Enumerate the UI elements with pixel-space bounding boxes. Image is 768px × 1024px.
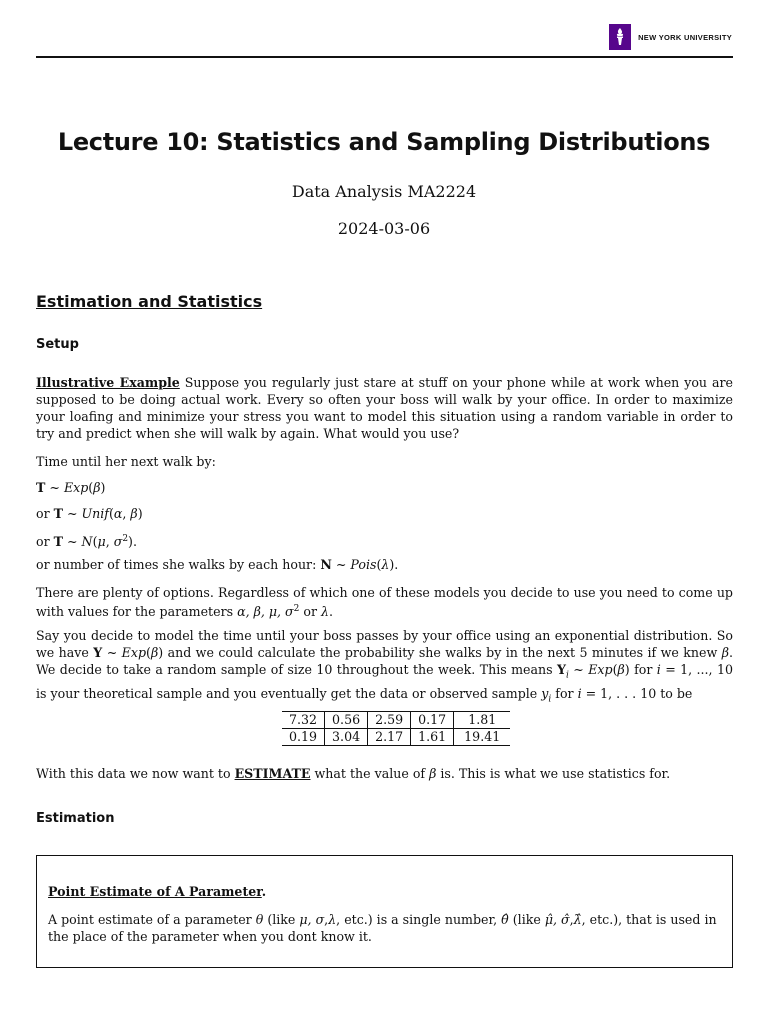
table-row: [282, 729, 510, 746]
course-name: Data Analysis MA2224: [291, 182, 477, 201]
table-cell: 3.04: [325, 729, 368, 746]
time-until-line: Time until her next walk by:: [36, 454, 216, 469]
table-cell: 0.17: [411, 712, 454, 729]
plenty-options-paragraph: There are plenty of options. Regardless of which one of these models you decide to use you need to come up with values for the parameters α, β, μ, $\sigma^2$ or λ.: [36, 585, 733, 620]
definition-box: [36, 855, 733, 968]
table-cell: 2.17: [368, 729, 411, 746]
logo: [609, 24, 732, 50]
table-row: [282, 712, 510, 729]
exponential-model-paragraph: Say you decide to model the time until your boss passes by your office using an exponential distribution. So we have Y ~ Exp(β) and we could calculate the probability she walks by in the next 5 minutes if we knew β. We decide to take a random sample of size 10 throughout the week. This means $Y_i$ ~ Exp(β) for i = 1, ..., 10 is your theoretical sample and you eventually get the data or observed sample $y_i$ for i = 1, . . . 10 to be: [36, 628, 733, 705]
model-normal: or T ~ N(μ, $\sigma^2$).: [36, 534, 137, 550]
model-uniform: or T ~ Unif(α, β): [36, 506, 143, 521]
page-title: Lecture 10: Statistics and Sampling Distributions: [57, 128, 711, 156]
table-cell: 0.19: [282, 729, 325, 746]
logo-text: NEW YORK UNIVERSITY: [638, 32, 732, 42]
header-rule: [36, 56, 733, 58]
example-label: Illustrative Example: [36, 375, 180, 390]
subheading-estimation: Estimation: [36, 811, 115, 826]
table-cell: 2.59: [368, 712, 411, 729]
example-text: Suppose you regularly just stare at stuff on your phone while at work when you are supposed to be doing actual work. Every so often your boss will walk by your office. In order to maximize your loafing and minimize your stress you want to model this situation using a random variable in order to try and predict when she will walk by again. What would you use?: [36, 375, 733, 441]
table-cell: 1.61: [411, 729, 454, 746]
model-poisson: or number of times she walks by each hour: N ~ Pois(λ).: [36, 557, 399, 572]
observed-sample-table: [282, 711, 510, 746]
section-heading-estimation-statistics: Estimation and Statistics: [36, 292, 263, 311]
model-exponential: T ~ Exp(β): [36, 480, 106, 495]
lecture-date: 2024-03-06: [337, 219, 431, 238]
definition-text: A point estimate of a parameter θ (like μ, σ,λ, etc.) is a single number, θ̂ (like μ̂, σ̂,λ̂, etc.), that is used in the place of the parameter when you dont know it.: [48, 912, 717, 944]
table-cell: 0.56: [325, 712, 368, 729]
table-cell: 19.41: [454, 729, 511, 746]
estimate-emphasis: ESTIMATE: [234, 766, 311, 781]
nyu-torch-icon: [609, 24, 631, 50]
estimate-sentence: With this data we now want to ESTIMATE what the value of β is. This is what we use statistics for.: [36, 766, 671, 781]
subheading-setup: Setup: [36, 337, 79, 352]
illustrative-example-paragraph: [36, 374, 733, 442]
table-cell: 7.32: [282, 712, 325, 729]
definition-title: Point Estimate of A Parameter.: [48, 884, 267, 899]
table-cell: 1.81: [454, 712, 511, 729]
